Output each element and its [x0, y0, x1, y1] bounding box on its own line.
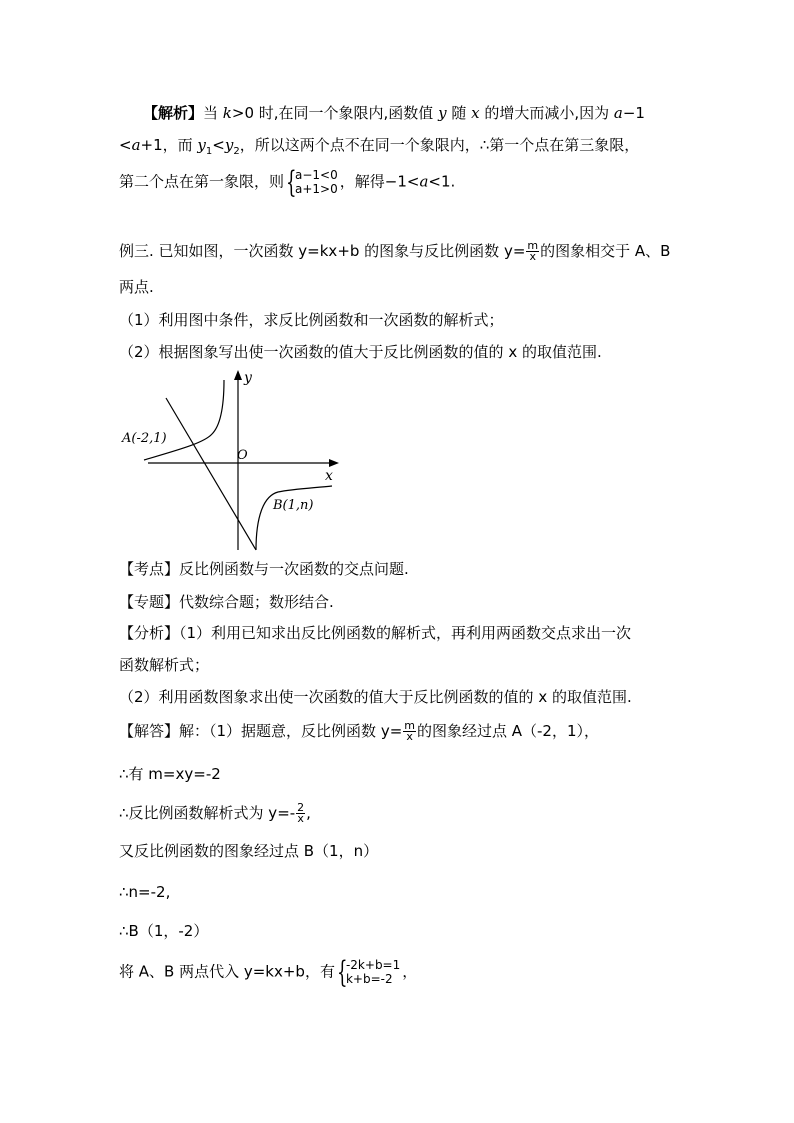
denominator: x — [406, 730, 413, 743]
text: 当 — [203, 104, 223, 122]
analysis-line-2 — [119, 134, 639, 163]
text: 【解答】解：（1）据题意，反比例函数 y= — [119, 722, 403, 740]
analysis-tag: 【解析】 — [143, 104, 204, 122]
question-1: （1）利用图中条件，求反比例函数和一次函数的解析式； — [119, 311, 504, 329]
text: 第二个点在第一象限，则 — [119, 172, 285, 191]
text: ，所以这两个点不在同一个象限内，∴第一个点在第三象限， — [239, 136, 640, 154]
fraction — [526, 241, 539, 262]
brace-symbol: { — [336, 955, 348, 990]
analysis-line-1 — [143, 102, 645, 124]
numerator: 2 — [297, 801, 305, 814]
y-axis-arrow — [234, 370, 242, 380]
text: < — [212, 136, 225, 154]
fraction — [296, 803, 305, 824]
var-k: k — [222, 104, 232, 122]
subscript: 2 — [233, 146, 240, 157]
system-row: -2k+b=1 — [345, 958, 401, 972]
y-axis-label: y — [244, 370, 252, 386]
text: +1，而 — [140, 136, 198, 154]
system-row: a−1<0 — [295, 168, 338, 182]
fenxi-line-1: 【分析】（1）利用已知求出反比例函数的解析式，再利用两函数交点求出一次 — [119, 624, 632, 642]
text: 将 A、B 两点代入 y=kx+b，有 — [119, 962, 335, 981]
solution-step-6 — [119, 955, 418, 990]
jieda-line — [119, 720, 599, 742]
denominator: x — [297, 812, 304, 825]
var-y: y — [438, 104, 447, 122]
var-x: x — [471, 104, 480, 122]
subscript: 1 — [205, 146, 213, 157]
kaodian: 【考点】反比例函数与一次函数的交点问题. — [119, 560, 409, 578]
zhuanti: 【专题】代数综合题；数形结合. — [119, 593, 334, 611]
text: >0 时,在同一个象限内,函数值 — [231, 104, 439, 122]
fenxi-line-2: 函数解析式； — [119, 656, 210, 674]
example-line-2: 两点. — [119, 278, 154, 296]
fraction — [403, 721, 416, 742]
fenxi-line-3: （2）利用函数图象求出使一次函数的值大于反比例函数的值的 x 的取值范围. — [119, 688, 632, 706]
system-row: a+1>0 — [295, 182, 338, 196]
text: , — [306, 804, 311, 822]
denominator: x — [529, 250, 536, 263]
solution-step-2 — [119, 802, 311, 824]
text: 的图象相交于 A、B — [540, 242, 671, 260]
text: ， — [402, 962, 418, 981]
var-a: a — [131, 136, 141, 154]
text: 例三. 已知如图，一次函数 y=kx+b 的图象与反比例函数 y= — [119, 242, 526, 260]
x-axis-arrow — [329, 459, 339, 467]
var-a: a — [613, 104, 623, 122]
var-y2: y — [224, 136, 234, 154]
text: 随 — [446, 104, 472, 122]
text: < — [119, 136, 132, 154]
text: <1. — [428, 172, 456, 191]
solution-step-4: ∴n=-2, — [119, 883, 171, 901]
brace-symbol: { — [286, 165, 297, 200]
text: 的图象经过点 A（-2，1）， — [416, 722, 600, 740]
var-a: a — [419, 172, 429, 191]
example-line-1 — [119, 240, 670, 262]
analysis-line-3 — [119, 165, 456, 200]
hyperbola-branch-lower — [256, 486, 332, 550]
text: 的增大而减小,因为 — [479, 104, 614, 122]
text: ∴反比例函数解析式为 y=- — [119, 804, 296, 822]
solution-step-3: 又反比例函数的图象经过点 B（1，n） — [119, 842, 379, 860]
hyperbola-branch-upper — [144, 380, 224, 460]
text: ，解得−1< — [339, 172, 420, 191]
origin-label: O — [237, 448, 248, 463]
function-graph-figure — [118, 368, 348, 553]
text: −1 — [622, 104, 645, 122]
linear-function-line — [166, 398, 256, 550]
solution-step-5: ∴B（1，-2） — [119, 922, 209, 940]
solution-step-1: ∴有 m=xy=-2 — [119, 765, 221, 783]
point-a-label: A(-2,1) — [122, 431, 167, 446]
question-2: （2）根据图象写出使一次函数的值大于反比例函数的值的 x 的取值范围. — [119, 343, 602, 361]
numerator: m — [404, 719, 415, 732]
numerator: m — [527, 239, 539, 252]
x-axis-label: x — [325, 468, 333, 484]
point-b-label: B(1,n) — [273, 498, 314, 513]
inequality-system — [286, 165, 338, 200]
equation-system — [336, 955, 401, 990]
system-row: k+b=-2 — [345, 972, 393, 986]
var-y1: y — [197, 136, 206, 154]
